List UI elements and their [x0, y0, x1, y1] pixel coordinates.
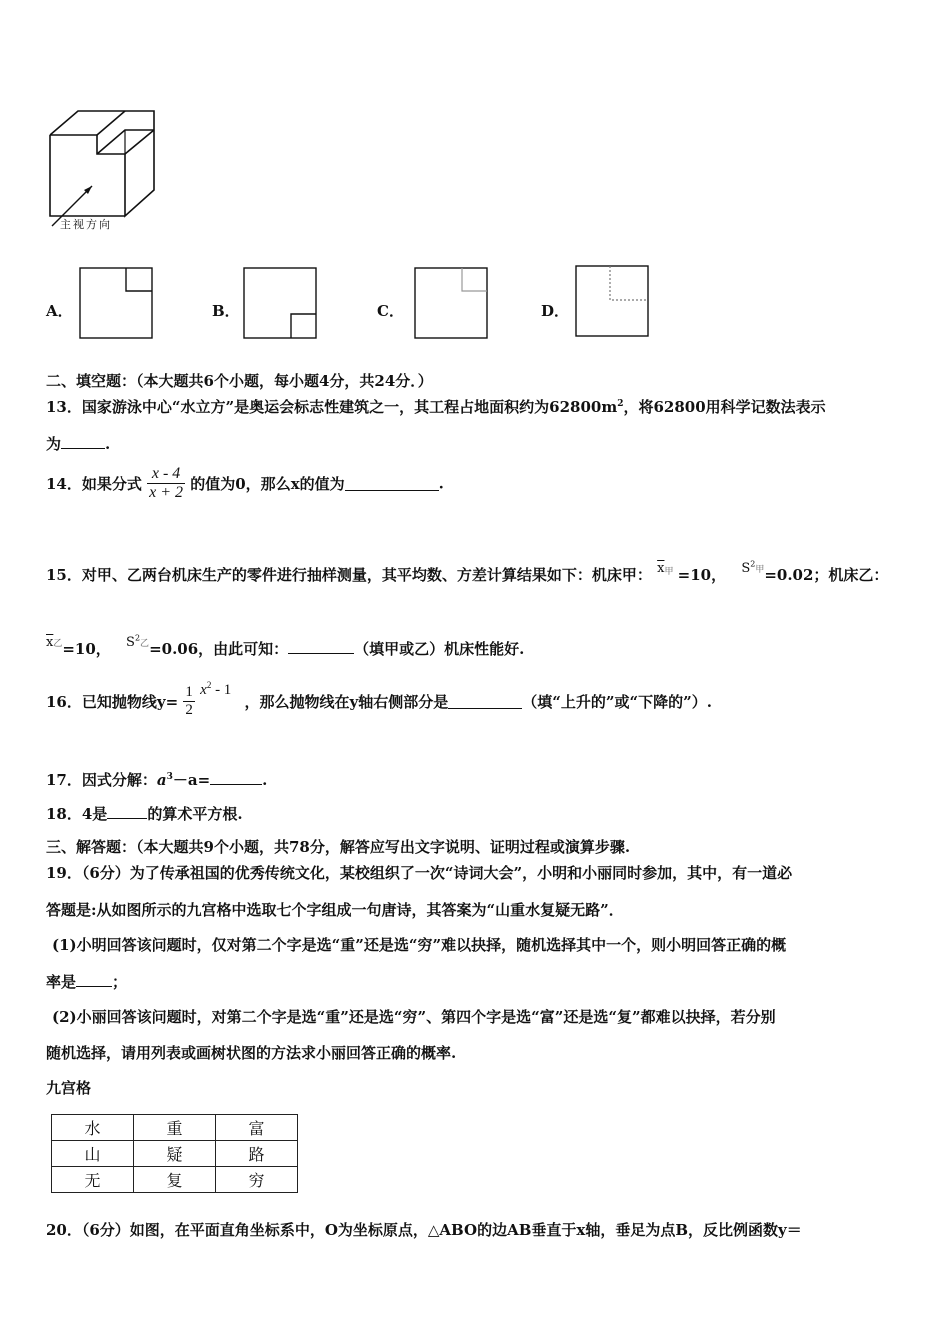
q14: 14．如果分式 $\frac{x - 4}{x + 2}$ 的值为0，那么x的值为 . [46, 465, 444, 501]
option-c-label[interactable]: C． [377, 302, 404, 320]
section2-heading: 二、填空题：（本大题共6个小题，每小题4分，共24分．） [46, 372, 433, 390]
q13-answer-blank[interactable] [61, 434, 105, 449]
grid-cell: 无 [52, 1167, 134, 1193]
nine-grid-table [51, 1114, 298, 1193]
q17-answer-blank[interactable] [210, 770, 262, 785]
grid-cell: 重 [134, 1115, 216, 1141]
option-d-figure[interactable] [575, 265, 651, 339]
q17: 17．因式分解：$a^3-a=$ . [46, 771, 268, 789]
option-d-label[interactable]: D． [541, 302, 570, 320]
q13-line1: 13．国家游泳中心“水立方”是奥运会标志性建筑之一，其工程占地面积约为$62800m^2$，将62800用科学记数法表示 [46, 398, 826, 416]
grid-cell: 山 [52, 1141, 134, 1167]
nine-grid-title: 九宫格 [46, 1079, 92, 1097]
q19-part2-line1: (2)小丽回答该问题时，对第二个字是选“重”还是选“穷”、第四个字是选“富”还是选“复”都难以抉择，若分别 [52, 1008, 776, 1026]
q16: 16．已知抛物线y= $\frac{1}{2}$ $x^2 - 1$ ，那么抛物线在y轴右侧部分是 （填“上升的”或“下降的”）. [46, 680, 713, 718]
option-c-figure[interactable] [414, 267, 490, 341]
q19-part2-line2: 随机选择，请用列表或画树状图的方法求小丽回答正确的概率. [46, 1044, 457, 1062]
table-row [52, 1115, 298, 1141]
q19-answer-blank[interactable] [76, 972, 112, 987]
q19-part1-line1: (1)小明回答该问题时，仅对第二个字是选“重”还是选“穷”难以抉择，随机选择其中一个，则小明回答正确的概 [52, 936, 787, 954]
q19-part1-line2: 率是 ； [46, 973, 128, 991]
q19-line2: 答题是:从如图所示的九宫格中选取七个字组成一句唐诗，其答案为“山重水复疑无路”． [46, 901, 624, 919]
q19-line1: 19．（6分）为了传承祖国的优秀传统文化，某校组织了一次“诗词大会”，小明和小丽同时参加，其中，有一道必 [46, 864, 793, 882]
option-a-figure[interactable] [79, 267, 155, 341]
q16-fraction: $\frac{1}{2}$ [185, 684, 193, 718]
grid-cell: 水 [52, 1115, 134, 1141]
table-row [52, 1141, 298, 1167]
q20-line1: 20．（6分）如图，在平面直角坐标系中，O为坐标原点，△ABO的边AB垂直于x轴，垂足为点B，反比例函数y＝ [46, 1221, 802, 1239]
q14-answer-blank[interactable] [345, 476, 439, 491]
q13-line2: 为 . [46, 435, 111, 453]
q18-answer-blank[interactable] [107, 804, 147, 819]
q14-fraction: $\frac{x - 4}{x + 2}$ [149, 465, 184, 501]
section3-heading: 三、解答题：（本大题共9个小题，共78分，解答应写出文字说明、证明过程或演算步骤. [46, 838, 631, 856]
option-a-label[interactable]: A． [46, 302, 73, 320]
table-row [52, 1167, 298, 1193]
q15-answer-blank[interactable] [288, 639, 354, 654]
grid-cell: 富 [216, 1115, 298, 1141]
view-direction-label: 主视方向 [60, 218, 112, 231]
q18: 18．4是 的算术平方根. [46, 805, 243, 823]
grid-cell: 复 [134, 1167, 216, 1193]
q16-answer-blank[interactable] [448, 694, 522, 709]
option-b-label[interactable]: B． [212, 302, 240, 320]
q15-line2: $\overline{x}$乙=10， $S^2$乙=0.06，由此可知： （填甲或乙）机床性能好. [46, 633, 525, 658]
grid-cell: 穷 [216, 1167, 298, 1193]
grid-cell: 疑 [134, 1141, 216, 1167]
option-b-figure[interactable] [243, 267, 319, 341]
grid-cell: 路 [216, 1141, 298, 1167]
q15-line1: 15．对甲、乙两台机床生产的零件进行抽样测量，其平均数、方差计算结果如下：机床甲： $\overline{x}^甲 =10$， $S^2$甲=0.02；机床乙： [46, 559, 889, 584]
